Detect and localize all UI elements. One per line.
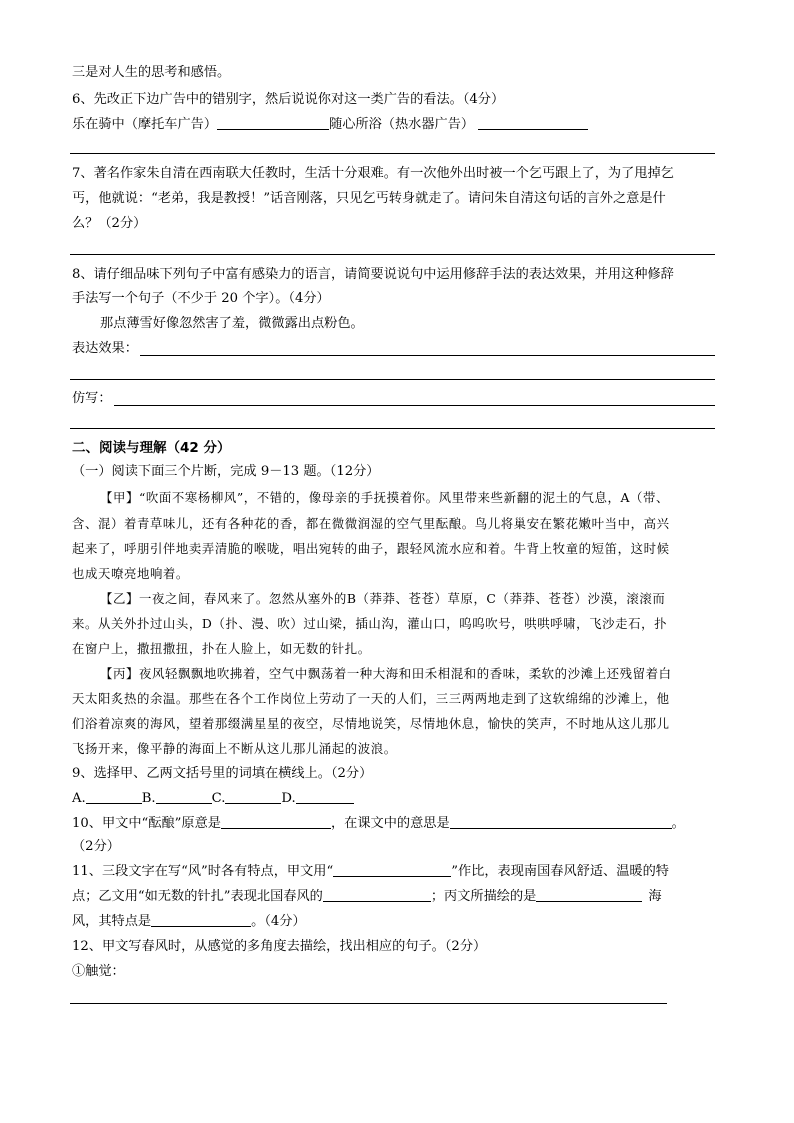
answer-line[interactable] <box>70 379 715 380</box>
imitate-label: 仿写： <box>72 391 112 406</box>
answer-blank[interactable] <box>333 863 451 877</box>
option-b-label: B. <box>141 791 156 806</box>
question-7-cont: 么？（2分） <box>72 216 147 231</box>
q11-text: 点；乙文用“如无数的针扎”表现北国春风的 <box>72 889 323 904</box>
passage-bing: 天太阳炙热的余温。那些在各个工作岗位上劳动了一天的人们，三三两两地走到了这软绵绵的沙滩上，他 <box>72 691 670 706</box>
question-8: 8、请仔细品味下列句子中富有感染力的语言，请简要说说句中运用修辞手法的表达效果，并用这种修辞 <box>72 267 674 282</box>
question-9: 9、选择甲、乙两文括号里的词填在横线上。（2分） <box>72 766 373 781</box>
question-7: 7、著名作家朱自清在西南联大任教时，生活十分艰难。有一次他外出时被一个乞丐跟上了，为了甩掉乞 <box>72 166 674 181</box>
answer-blank[interactable] <box>296 790 354 804</box>
answer-line[interactable] <box>70 1003 667 1004</box>
passage-bing: 们浴着凉爽的海风，望着那缀满星星的夜空，尽情地说笑，尽情地休息，愉快的笑声，不时地从这儿那儿 <box>72 716 670 731</box>
question-11-cont <box>72 888 662 906</box>
question-10-score: （2分） <box>72 839 120 854</box>
subsection-heading: （一）阅读下面三个片断，完成 9－13 题。（12分） <box>72 464 380 479</box>
passage-bing: 飞扬开来，像平静的海面上不断从这儿那儿涌起的波浪。 <box>72 741 397 756</box>
answer-blank[interactable] <box>536 888 642 902</box>
q11-text: 。（4分） <box>251 914 306 929</box>
answer-blank[interactable] <box>151 913 251 927</box>
passage-jia: 也成天嘹亮地响着。 <box>72 566 189 581</box>
answer-blank[interactable] <box>156 790 212 804</box>
q10-text: 10、甲文中“酝酿”原意是 <box>72 816 221 831</box>
passage-jia: 【甲】“吹面不寒杨柳风”，不错的，像母亲的手抚摸着你。风里带来些新翻的泥土的气息，A（带、 <box>100 490 670 505</box>
q11-text: 风，其特点是 <box>72 914 152 929</box>
answer-blank[interactable] <box>221 815 331 829</box>
ad-2: 随心所浴（热水器广告） <box>329 117 475 132</box>
passage-jia: 起来了，呼朋引伴地卖弄清脆的喉咙，唱出宛转的曲子，跟轻风流水应和着。牛背上牧童的短笛，这时候 <box>72 541 670 556</box>
answer-blank[interactable] <box>217 116 329 130</box>
question-12: 12、甲文写春风时，从感觉的多角度去描绘，找出相应的句子。（2分） <box>72 939 487 954</box>
touch-label: ①触觉： <box>72 964 125 979</box>
question-8-cont: 手法写一个句子（不少于 20 个字）。（4分） <box>72 291 330 306</box>
question-9-blanks <box>72 790 354 808</box>
passage-bing: 【丙】夜风轻飘飘地吹拂着，空气中飘荡着一种大海和田禾相混和的香味，柔软的沙滩上还残留着白 <box>100 666 672 681</box>
ad-1: 乐在骑中（摩托车广告） <box>72 117 218 132</box>
answer-line[interactable] <box>70 153 715 154</box>
option-d-label: D. <box>281 791 296 806</box>
answer-line[interactable] <box>70 254 715 255</box>
answer-line[interactable] <box>114 405 715 406</box>
question-6-ads <box>72 116 588 134</box>
answer-blank[interactable] <box>225 790 281 804</box>
quoted-sentence: 那点薄雪好像忽然害了羞，微微露出点粉色。 <box>100 316 364 331</box>
question-7-cont: 丐，他就说：“老弟，我是教授！”话音刚落，只见乞丐转身就走了。请问朱自清这句话的言外之意是什 <box>72 191 666 206</box>
question-11 <box>72 863 669 881</box>
answer-blank[interactable] <box>450 815 672 829</box>
passage-yi: 在窗户上，撒扭撒扭，扑在人脸上，如无数的针扎。 <box>72 641 371 656</box>
answer-blank[interactable] <box>478 116 588 130</box>
section-heading: 二、阅读与理解（42 分） <box>72 440 231 456</box>
answer-blank[interactable] <box>323 888 431 902</box>
q11-text: 11、三段文字在写“风”时各有特点，甲文用“ <box>72 864 334 879</box>
q11-text: ；丙文所描绘的是 <box>430 889 537 904</box>
answer-line[interactable] <box>70 428 715 429</box>
q11-text: 海 <box>648 889 662 904</box>
text-line: 三是对人生的思考和感悟。 <box>72 65 231 80</box>
passage-yi: 来。从关外扑过山头，D（扑、漫、吹）过山梁，插山沟，灌山口，呜呜吹号，哄哄呼啸，飞沙走石，扑 <box>72 616 668 631</box>
passage-yi: 【乙】一夜之间，春风来了。忽然从塞外的B（莽莽、苍苍）草原，C（莽莽、苍苍）沙漠，滚滚而 <box>100 591 666 606</box>
option-a-label: A. <box>72 791 86 806</box>
q10-text: 。 <box>671 816 685 831</box>
effect-label: 表达效果： <box>72 341 138 356</box>
question-11-cont <box>72 913 306 931</box>
q11-text: ”作比，表现南国春风舒适、温暖的特 <box>451 864 669 879</box>
answer-blank[interactable] <box>86 790 142 804</box>
answer-line[interactable] <box>140 355 715 356</box>
passage-jia: 含、混）着青草味儿，还有各种花的香，都在微微润湿的空气里酝酿。鸟儿将巢安在繁花嫩叶当中，高兴 <box>72 516 670 531</box>
question-10 <box>72 815 685 833</box>
q10-text: ，在课文中的意思是 <box>330 816 450 831</box>
question-6: 6、先改正下边广告中的错别字，然后说说你对这一类广告的看法。（4分） <box>72 92 505 107</box>
option-c-label: C. <box>211 791 226 806</box>
